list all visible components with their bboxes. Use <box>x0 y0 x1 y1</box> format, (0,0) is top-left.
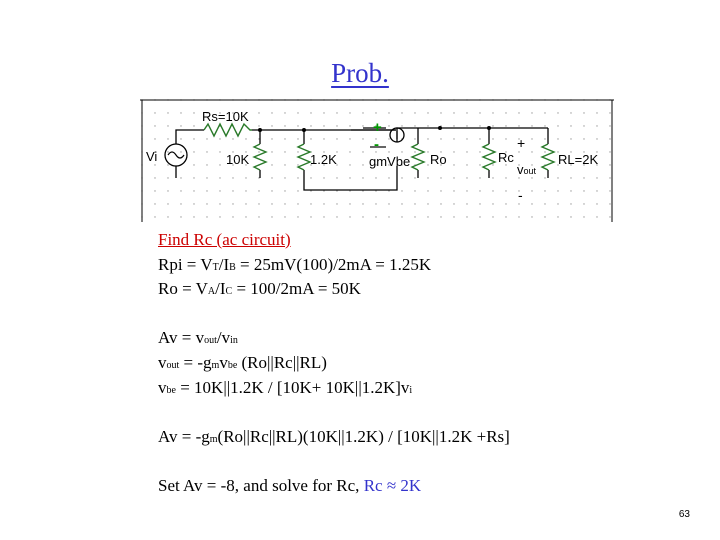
page-number: 63 <box>678 509 690 520</box>
label-source-plus: + <box>373 119 382 136</box>
label-ro: Ro <box>430 152 447 167</box>
line-ro: Ro = VA/IC = 100/2mA = 50K <box>158 279 361 299</box>
slide-title: Prob. <box>331 58 389 88</box>
label-rs: Rs=10K <box>202 109 249 124</box>
label-vout-minus: - <box>518 187 523 203</box>
label-vout-plus: + <box>517 135 526 151</box>
line-answer: Set Av = -8, and solve for Rc, Rc ≈ 2K <box>158 475 422 495</box>
label-vout: vout <box>517 162 537 177</box>
label-rc: Rc <box>498 150 514 165</box>
label-rl: RL=2K <box>558 152 599 167</box>
label-vi: Vi <box>146 149 158 164</box>
solution-text <box>158 228 510 499</box>
heading-find-rc: Find Rc (ac circuit) <box>158 230 291 249</box>
line-vout: vout = -gmvbe (Ro||Rc||RL) <box>158 352 327 372</box>
label-gmvbe: gmVbe <box>369 154 411 169</box>
line-av-expr: Av = -gm(Ro||Rc||RL)(10K||1.2K) / [10K||1.2K +Rs] <box>158 426 510 446</box>
line-rpi: Rpi = VT/IB = 25mV(100)/2mA = 1.25K <box>158 254 432 274</box>
line-vbe: vbe = 10K||1.2K / [10K+ 10K||1.2K]vi <box>158 377 413 397</box>
line-av-def: Av = vout/vin <box>158 328 238 348</box>
label-source-minus: - <box>374 136 379 153</box>
circuit-schematic <box>140 98 620 222</box>
answer-rc: Rc ≈ 2K <box>363 475 422 495</box>
label-10k: 10K <box>226 152 250 167</box>
label-1.2k: 1.2K <box>310 152 337 167</box>
